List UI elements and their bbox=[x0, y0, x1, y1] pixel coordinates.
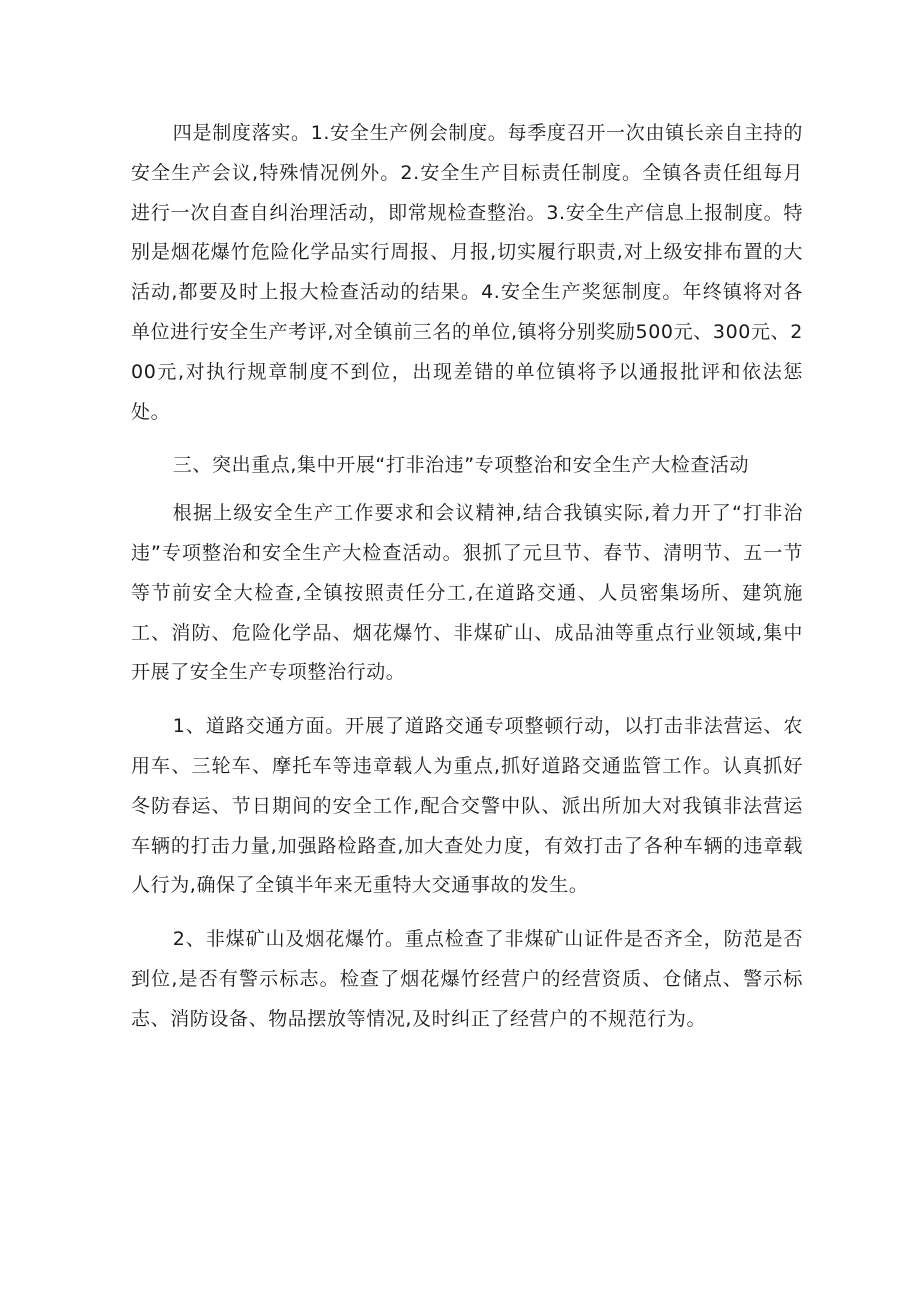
paragraph-special-rectification: 根据上级安全生产工作要求和会议精神,结合我镇实际,着力开了“打非治违”专项整治和安全生产大检查活动。狠抓了元旦节、春节、清明节、五一节等节前安全大检查,全镇按照责任分工,在道路交通、人员密集场所、建筑施工、消防、危险化学品、烟花爆竹、非煤矿山、成品油等重点行业领域,集中开展了安全生产专项整治行动。 bbox=[131, 502, 803, 684]
paragraph-mines-fireworks: 2、非煤矿山及烟花爆竹。重点检查了非煤矿山证件是否齐全，防范是否到位,是否有警示标志。检查了烟花爆竹经营户的经营资质、仓储点、警示标志、消防设备、物品摆放等情况,及时纠正了经营户的不规范行为。 bbox=[131, 928, 803, 1030]
section-heading-three: 三、突出重点,集中开展“打非治违”专项整治和安全生产大检查活动 bbox=[172, 454, 750, 477]
paragraph-road-traffic: 1、道路交通方面。开展了道路交通专项整顿行动，以打击非法营运、农用车、三轮车、摩托车等违章载人为重点,抓好道路交通监管工作。认真抓好冬防春运、节日期间的安全工作,配合交警中队、派出所加大对我镇非法营运车辆的打击力量,加强路检路查,加大查处力度，有效打击了各种车辆的违章载人行为,确保了全镇半年来无重特大交通事故的发生。 bbox=[131, 715, 803, 897]
document-body bbox=[131, 114, 803, 1040]
paragraph-system-implementation: 四是制度落实。1.安全生产例会制度。每季度召开一次由镇长亲自主持的安全生产会议,特殊情况例外。2.安全生产目标责任制度。全镇各责任组每月进行一次自查自纠治理活动，即常规检查整治。3.安全生产信息上报制度。特别是烟花爆竹危险化学品实行周报、月报,切实履行职责,对上级安排布置的大活动,都要及时上报大检查活动的结果。4.安全生产奖惩制度。年终镇将对各单位进行安全生产考评,对全镇前三名的单位,镇将分别奖励500元、300元、200元,对执行规章制度不到位，出现差错的单位镇将予以通报批评和依法惩处。 bbox=[131, 122, 803, 423]
